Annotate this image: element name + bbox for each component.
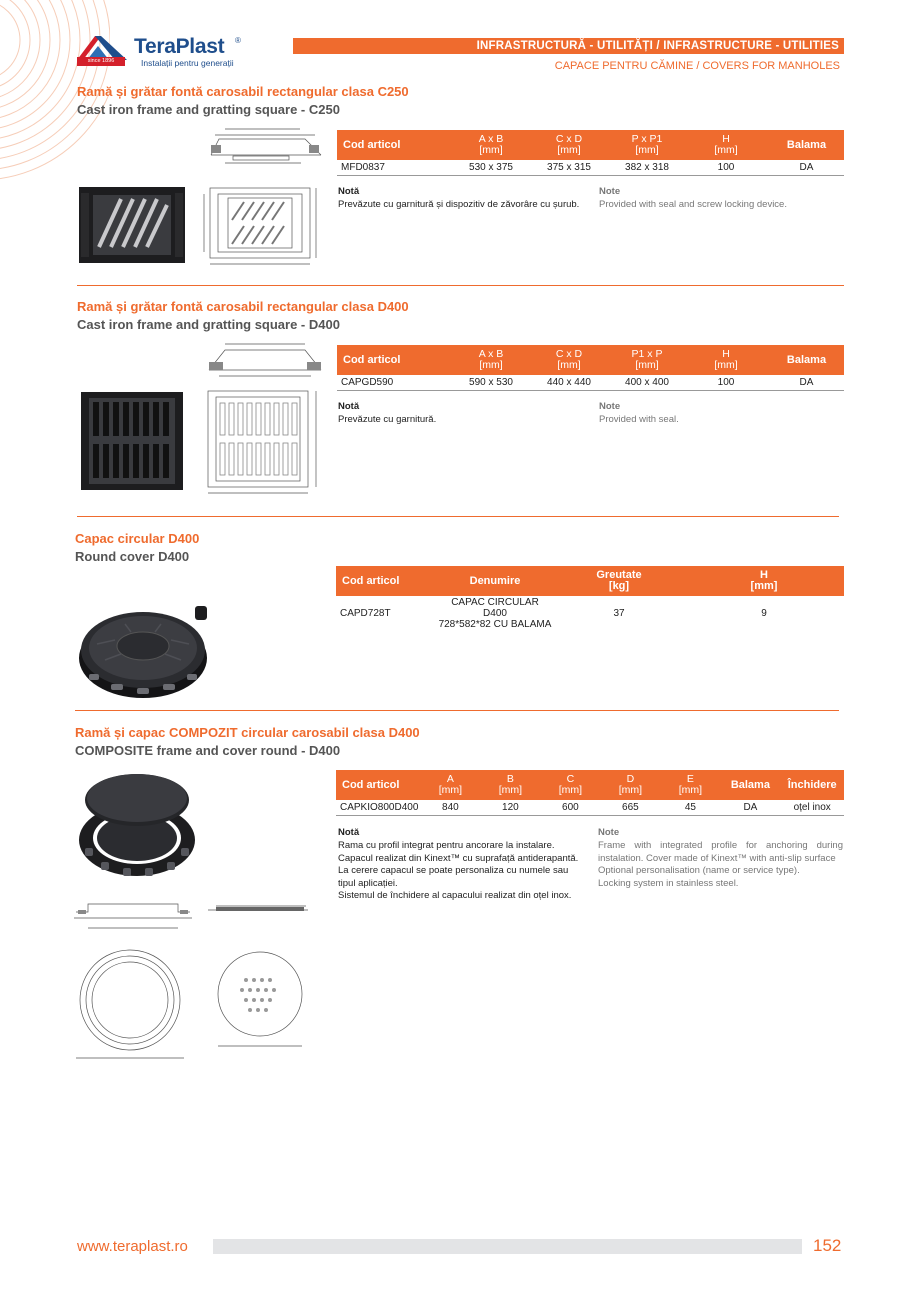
col-header: P1 x P [mm] bbox=[611, 345, 683, 375]
col-header: H [mm] bbox=[683, 130, 769, 160]
section-divider bbox=[75, 710, 839, 711]
table-cell: 590 x 530 bbox=[469, 376, 513, 388]
d400-grating-top-drawing bbox=[200, 385, 330, 495]
logo-name: TeraPlast bbox=[134, 35, 225, 58]
table-cell: DA bbox=[743, 801, 758, 813]
col-header: H [mm] bbox=[684, 566, 844, 596]
note-heading-en: Note bbox=[598, 827, 620, 838]
table-cell: 840 bbox=[442, 801, 459, 813]
col-header: E [mm] bbox=[660, 770, 720, 800]
table-cell: oțel inox bbox=[793, 801, 831, 813]
col-header: Balama bbox=[769, 345, 844, 375]
table-cell: 382 x 318 bbox=[625, 161, 669, 173]
col-header: C [mm] bbox=[540, 770, 600, 800]
note-heading-ro: Notă bbox=[338, 186, 360, 197]
table-row bbox=[336, 596, 844, 631]
note-heading-en: Note bbox=[599, 401, 621, 412]
table-header-row bbox=[336, 770, 844, 800]
c250-top-view-drawing bbox=[200, 180, 330, 270]
table-cell: DA bbox=[799, 161, 814, 173]
section3-title-ro: Capac circular D400 bbox=[75, 531, 200, 546]
logo-registered-mark: ® bbox=[235, 36, 241, 45]
table-cell: CAPGD590 bbox=[341, 376, 394, 388]
subcategory-ro: CAPACE PENTRU CĂMINE bbox=[554, 60, 694, 72]
col-header: Balama bbox=[769, 130, 844, 160]
footer-website-link[interactable]: www.teraplast.ro bbox=[77, 1238, 188, 1255]
table-cell: CAPKIO800D400 bbox=[340, 801, 419, 813]
col-header: Cod articol bbox=[337, 345, 455, 375]
note-line: Optional personalisation (name or service type). bbox=[598, 865, 800, 876]
note-text-ro: Prevăzute cu garnitură. bbox=[338, 414, 437, 425]
table-cell: DA bbox=[799, 376, 814, 388]
section3-spec-table bbox=[336, 566, 844, 631]
col-header: Cod articol bbox=[336, 770, 420, 800]
logo-tagline: Instalații pentru generații bbox=[141, 58, 234, 68]
note-line: Frame with integrated profile for anchoring during instalation. Cover made of Kinext™ with anti-slip surface bbox=[598, 840, 843, 864]
col-header: Cod articol bbox=[337, 130, 455, 160]
table-row bbox=[336, 800, 844, 815]
table-cell: 600 bbox=[562, 801, 579, 813]
table-cell: CAPD728T bbox=[340, 608, 391, 619]
section2-spec-table bbox=[337, 345, 844, 391]
col-header: C x D [mm] bbox=[527, 130, 611, 160]
col-header: A x B [mm] bbox=[455, 130, 527, 160]
decorative-arcs bbox=[0, 0, 110, 200]
col-header: Cod articol bbox=[336, 566, 436, 596]
note-text-en bbox=[598, 840, 843, 890]
table-cell: 37 bbox=[613, 608, 625, 619]
col-header: A [mm] bbox=[420, 770, 480, 800]
section4-title-en: COMPOSITE frame and cover round - D400 bbox=[75, 743, 341, 758]
table-header-row bbox=[337, 130, 844, 160]
category-bar: INFRASTRUCTURĂ - UTILITĂȚI / INFRASTRUCTURE - UTILITIES bbox=[293, 38, 844, 54]
table-header-row bbox=[337, 345, 844, 375]
section2-title-ro: Ramă și grătar fontă carosabil rectangular clasa D400 bbox=[77, 299, 409, 314]
note-line: Sistemul de închidere al capacului realizat din oțel inox. bbox=[338, 890, 572, 901]
d400-grating-photo bbox=[77, 390, 187, 492]
note-heading-ro: Notă bbox=[338, 401, 360, 412]
footer-bar bbox=[213, 1239, 802, 1254]
c250-grating-photo bbox=[77, 185, 187, 265]
note-text-ro bbox=[338, 840, 581, 903]
page-number: 152 bbox=[813, 1236, 842, 1255]
table-row bbox=[337, 160, 844, 175]
table-cell: 375 x 315 bbox=[547, 161, 591, 173]
table-cell: MFD0837 bbox=[341, 161, 385, 173]
col-header: Greutate [kg] bbox=[554, 566, 684, 596]
note-text-ro: Prevăzute cu garnitură și dispozitiv de zăvorâre cu șurub. bbox=[338, 199, 580, 210]
table-cell: 400 x 400 bbox=[625, 376, 669, 388]
table-cell: CAPAC CIRCULAR D400 728*582*82 CU BALAMA bbox=[438, 597, 552, 630]
note-heading-en: Note bbox=[599, 186, 621, 197]
table-cell: 45 bbox=[684, 801, 696, 813]
note-line: Capacul realizat din Kinext™ cu suprafață antiderapantă. bbox=[338, 852, 579, 864]
table-cell: 665 bbox=[622, 801, 639, 813]
d400-grating-side-drawing bbox=[205, 340, 330, 380]
subcategory bbox=[555, 60, 840, 72]
col-header: C x D [mm] bbox=[527, 345, 611, 375]
col-header: Balama bbox=[720, 770, 780, 800]
table-cell: 440 x 440 bbox=[547, 376, 591, 388]
section1-title-ro: Ramă și grătar fontă carosabil rectangular clasa C250 bbox=[77, 84, 409, 99]
subcategory-separator: / bbox=[693, 60, 703, 72]
section3-title-en: Round cover D400 bbox=[75, 549, 190, 564]
c250-side-section-drawing bbox=[205, 125, 330, 171]
composite-cover-photo bbox=[75, 770, 200, 882]
note-line: La cerere capacul se poate personaliza cu numele sau tipul aplicației. bbox=[338, 865, 569, 889]
composite-cover-technical-drawings bbox=[68, 898, 318, 1063]
col-header: D [mm] bbox=[600, 770, 660, 800]
note-line: Rama cu profil integrat pentru ancorare la instalare. bbox=[338, 840, 555, 851]
section-divider bbox=[77, 516, 839, 517]
round-cover-photo bbox=[75, 600, 215, 700]
section1-spec-table bbox=[337, 130, 844, 176]
section4-spec-table bbox=[336, 770, 844, 816]
subcategory-en: COVERS FOR MANHOLES bbox=[702, 60, 840, 72]
col-header: P x P1 [mm] bbox=[611, 130, 683, 160]
col-header: A x B [mm] bbox=[455, 345, 527, 375]
logo-since-badge: since 1896 bbox=[77, 57, 125, 66]
note-heading-ro: Notă bbox=[338, 827, 360, 838]
table-header-row bbox=[336, 566, 844, 596]
note-line: Locking system in stainless steel. bbox=[598, 877, 739, 889]
table-cell: 530 x 375 bbox=[469, 161, 513, 173]
table-cell: 100 bbox=[717, 161, 735, 173]
col-header: Denumire bbox=[436, 566, 554, 596]
section-divider bbox=[77, 285, 844, 286]
section1-title-en: Cast iron frame and gratting square - C250 bbox=[77, 102, 340, 117]
table-cell: 9 bbox=[761, 608, 767, 619]
note-text-en: Provided with seal and screw locking device. bbox=[599, 199, 787, 210]
section4-title-ro: Ramă și capac COMPOZIT circular carosabil clasa D400 bbox=[75, 725, 420, 740]
section2-title-en: Cast iron frame and gratting square - D400 bbox=[77, 317, 340, 332]
col-header: Închidere bbox=[780, 770, 844, 800]
table-cell: 120 bbox=[502, 801, 519, 813]
note-text-en: Provided with seal. bbox=[599, 414, 679, 425]
table-row bbox=[337, 375, 844, 390]
table-cell: 100 bbox=[717, 376, 735, 388]
col-header: B [mm] bbox=[480, 770, 540, 800]
col-header: H [mm] bbox=[683, 345, 769, 375]
